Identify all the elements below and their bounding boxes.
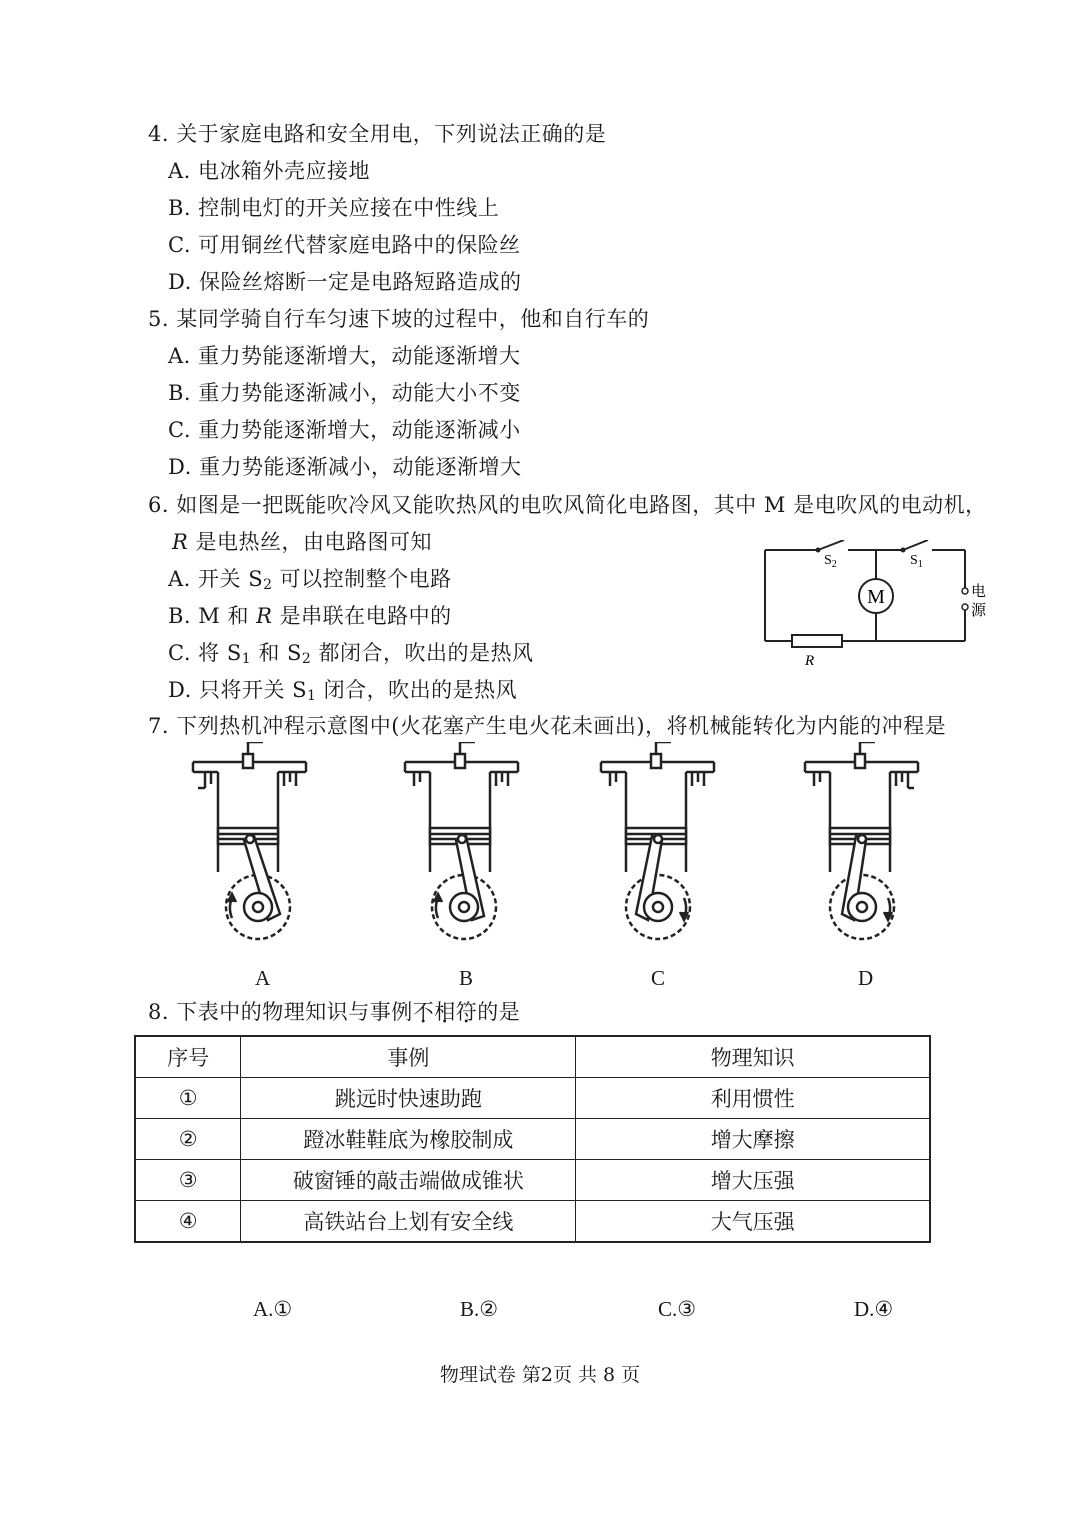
q6-a-text-2: 可以控制整个电路 [272,567,452,591]
q4-number: 4. [148,122,170,146]
q6-b-text-1: B. M 和 [168,604,257,628]
q5-option-c: C. 重力势能逐渐增大，动能逐渐减小 [168,418,521,442]
q5-stem [148,305,649,333]
q8-emphasis-3: 符 [455,1000,478,1024]
q6-number: 6. [148,493,170,517]
q4-stem [148,120,606,148]
q5-text: 某同学骑自行车匀速下坡的过程中，他和自行车的 [176,307,650,331]
q4-option-d: D. 保险丝熔断一定是电路短路造成的 [168,270,522,294]
engine-diagram-b [400,742,550,952]
resistor-icon [792,635,842,647]
q4-option-a: A. 电冰箱外壳应接地 [168,159,371,183]
q8-number: 8. [148,1000,170,1024]
row-example: 跳远时快速助跑 [241,1078,576,1119]
s1-contact-icon [901,548,906,553]
q5-option-a: A. 重力势能逐渐增大，动能逐渐增大 [168,344,521,368]
q8-text-1: 下表中的物理知识与事例 [176,1000,413,1024]
q6-d-sub: 1 [307,688,317,704]
row-number: ② [135,1119,241,1160]
q8-text-2: 的是 [477,1000,521,1024]
q6-option-a [168,565,452,599]
q6-option-d [168,676,517,710]
q4-text: 关于家庭电路和安全用电，下列说法正确的是 [176,122,607,146]
q8-option-b: B.② [460,1297,499,1321]
q7-text: 下列热机冲程示意图中(火花塞产生电火花未画出)，将机械能转化为内能的冲程是 [176,714,947,738]
q6-text-1: 如图是一把既能吹冷风又能吹热风的电吹风简化电路图，其中 M 是电吹风的电动机， [176,493,987,517]
s2-label: $S_2$ [824,553,837,570]
engine-label-c: C [651,966,666,990]
q8-option-c: C.③ [658,1297,697,1321]
table-row [135,1119,930,1160]
q6-option-c [168,639,534,673]
row-number: ④ [135,1201,241,1243]
header-number: 序号 [135,1036,241,1078]
table-row [135,1078,930,1119]
q5-number: 5. [148,307,170,331]
page-footer: 物理试卷 第2页 共 8 页 [439,1364,641,1386]
s1-label: $S_1$ [910,553,923,570]
q8-emphasis-1: 不 [412,1000,435,1024]
row-knowledge: 增大压强 [576,1160,930,1201]
circuit-diagram [760,540,1000,680]
q8-emphasis-2: 相 [434,1000,456,1024]
table-row [135,1201,930,1243]
source-terminal-bottom-icon [962,604,968,610]
engine-diagram-a [188,742,338,952]
q6-c-sub-1: 1 [241,651,252,667]
engine-label-d: D [858,966,874,990]
q6-b-r: R [256,604,273,628]
q6-c-text-3: 都闭合，吹出的是热风 [311,641,534,665]
s2-contact-icon [816,548,821,553]
q6-r-symbol: R [172,530,189,554]
q4-option-b: B. 控制电灯的开关应接在中性线上 [168,196,500,220]
q8-option-a: A.① [253,1297,293,1321]
q6-a-text-1: A. 开关 S [168,567,264,591]
row-number: ① [135,1078,241,1119]
q6-c-sub-2: 2 [301,651,312,667]
q6-b-text-2: 是串联在电路中的 [272,604,452,628]
q6-d-text-2: 闭合，吹出的是热风 [316,678,518,702]
q5-option-b: B. 重力势能逐渐减小，动能大小不变 [168,381,521,405]
q8-stem [148,998,520,1026]
engine-diagram-c [596,742,746,952]
row-knowledge: 增大摩擦 [576,1119,930,1160]
q6-stem-line1 [148,491,987,519]
engine-diagram-d [800,742,950,952]
source-label-1: 电 [971,582,987,600]
header-example: 事例 [241,1036,576,1078]
row-number: ③ [135,1160,241,1201]
row-knowledge: 大气压强 [576,1201,930,1243]
resistor-label: R [805,653,815,669]
q8-option-d: D.④ [854,1297,894,1321]
q4-option-c: C. 可用铜丝代替家庭电路中的保险丝 [168,233,521,257]
row-example: 蹬冰鞋鞋底为橡胶制成 [241,1119,576,1160]
q5-option-d: D. 重力势能逐渐减小，动能逐渐增大 [168,455,522,479]
engine-label-b: B [459,966,474,990]
q7-stem [148,712,946,740]
row-knowledge: 利用惯性 [576,1078,930,1119]
motor-label: M [867,586,885,608]
knowledge-table [134,1035,931,1243]
q6-c-text-2: 和 S [251,641,302,665]
q6-d-text-1: D. 只将开关 S [168,678,308,702]
q6-c-text-1: C. 将 S [168,641,242,665]
table-row [135,1160,930,1201]
q6-stem-line2 [172,528,432,556]
q6-option-b [168,602,452,630]
engine-label-a: A [255,966,271,990]
header-knowledge: 物理知识 [576,1036,930,1078]
q6-a-sub: 2 [263,577,273,593]
row-example: 破窗锤的敲击端做成锥状 [241,1160,576,1201]
row-example: 高铁站台上划有安全线 [241,1201,576,1243]
table-header-row [135,1036,930,1078]
source-label-2: 源 [971,601,987,619]
q7-number: 7. [148,714,170,738]
q6-text-2: 是电热丝，由电路图可知 [188,530,432,554]
source-terminal-top-icon [962,588,968,594]
